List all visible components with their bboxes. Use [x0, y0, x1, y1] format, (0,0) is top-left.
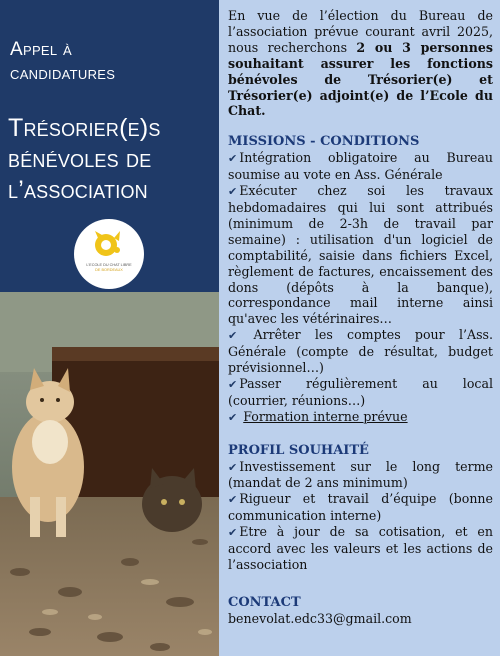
profil-heading: PROFIL SOUHAITÉ [228, 442, 369, 458]
intro-text: En vue de l’élection du Bureau de l’association prévue courant avril 2025, nous recherchons [228, 8, 493, 55]
check-icon: ✔ [228, 526, 238, 540]
profil-list [228, 459, 493, 573]
cat-logo-icon [74, 219, 144, 289]
missions-list [228, 150, 493, 425]
list-item: ✔ Investissement sur le long terme (mandat de 2 ans minimum) [228, 458, 493, 491]
logo-text [80, 263, 138, 272]
title-line-1: Trésorier(e)s [8, 114, 161, 142]
check-icon: ✔ [228, 185, 238, 199]
title-line-2: bénévoles de [8, 145, 152, 173]
list-item [228, 409, 493, 426]
list-item: ✔ Intégration obligatoire au Bureau soumise au vote en Ass. Générale [228, 150, 493, 183]
list-item: ✔ Arrêter les comptes pour l’Ass. Générale (compte de résultat, budget prévisionnel…) [228, 327, 493, 376]
contact-heading: CONTACT [228, 594, 301, 610]
list-item: ✔ Exécuter chez soi les travaux hebdomadaires qui lui sont attribués (minimum de 2-3h de travail par semaine) : utilisation d'un logiciel de comptabilité, saisie dans fichiers Excel, règlement de factures, encaissement des dons (dépôts à la banque), correspondance mail interne ainsi qu'avec les vétérinaires… [228, 183, 493, 327]
check-icon: ✔ [228, 152, 238, 166]
left-panel [0, 0, 219, 656]
title-line-3: l’association [8, 176, 148, 204]
logo-sub: DE BORDEAUX [95, 267, 123, 272]
missions-heading: MISSIONS - CONDITIONS [228, 134, 420, 150]
check-icon: ✔ [228, 410, 238, 424]
logo [74, 219, 144, 289]
content-column [228, 8, 493, 627]
cats-photo [0, 292, 219, 656]
intro-bold-text: 2 ou 3 personnes souhaitant assurer les fonctions bénévoles de Trésorier(e) et Trésorier(e) adjoint(e) de l’Ecole du Chat. [228, 39, 493, 119]
contact-email: benevolat.edc33@gmail.com [228, 610, 412, 626]
page-title [8, 113, 219, 206]
logo-name: L'ECOLE DU CHAT LIBRE [86, 263, 132, 267]
appel-line-1: Appel à [10, 39, 72, 60]
list-item: ✔ Rigueur et travail d’équipe (bonne communication interne) [228, 491, 493, 524]
right-panel [219, 0, 500, 656]
list-item: ✔ Passer régulièrement au local (courrier, réunions…) [228, 375, 493, 408]
list-item: ✔ Etre à jour de sa cotisation, et en accord avec les valeurs et les actions de l’association [228, 524, 493, 572]
intro-paragraph [228, 8, 493, 119]
check-icon: ✔ [228, 377, 238, 391]
check-icon: ✔ [228, 329, 238, 343]
formation-text: Formation interne prévue [243, 408, 408, 424]
appel-line-2: candidatures [10, 63, 116, 84]
check-icon: ✔ [228, 493, 238, 507]
appel-heading [10, 38, 215, 86]
check-icon: ✔ [228, 460, 238, 474]
